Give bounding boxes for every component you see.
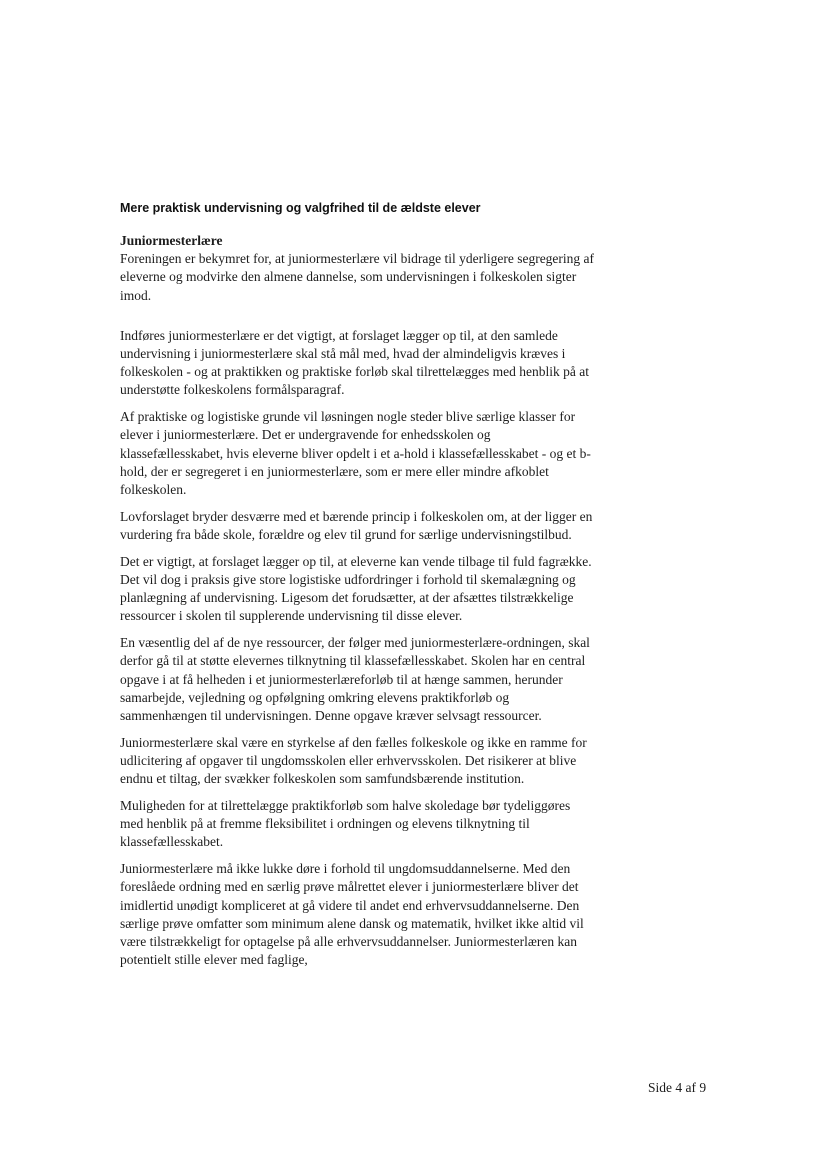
subsection-heading: Juniormesterlære xyxy=(120,233,223,248)
paragraph: Juniormesterlære må ikke lukke døre i forhold til ungdomsuddannelserne. Med den foreslåede ordning med en særlig prøve målrettet elever i juniormesterlære bliver det imidlertid unødigt kompliceret at gå videre til andet end erhvervsuddannelserne. Den særlige prøve omfatter som minimum alene dansk og matematik, hvilket ikke altid vil være tilstrækkeligt for optagelse på alle erhvervsuddannelser. Juniormesterlæren kan potentielt stille elever med faglige, xyxy=(120,861,584,968)
page-number: Side 4 af 9 xyxy=(648,1080,707,1095)
paragraph: Det er vigtigt, at forslaget lægger op til, at eleverne kan vende tilbage til fuld fagrække. Det vil dog i praksis give store logistiske udfordringer i forhold til skemalægning og planlægning af undervisning. Ligesom det forudsætter, at der afsættes tilstrækkelige ressourcer i skolen til supplerende undervisning til disse elever. xyxy=(120,553,592,624)
paragraph: Lovforslaget bryder desværre med et bærende princip i folkeskolen om, at der ligger en vurdering fra både skole, forældre og elev til grund for særlige undervisningstilbud. xyxy=(120,508,593,543)
paragraph: Foreningen er bekymret for, at juniormesterlære vil bidrage til yderligere segregering af eleverne og modvirke den almene dannelse, som undervisningen i folkeskolen sigter imod. xyxy=(120,251,595,303)
paragraph: Indføres juniormesterlære er det vigtigt, at forslaget lægger op til, at den samlede undervisning i juniormesterlære skal stå mål med, hvad der almindeligvis kræves i folkeskolen - og at praktikken og praktiske forløb skal tilrettelægges med henblik på at understøtte folkeskolens formålsparagraf. xyxy=(120,327,590,398)
paragraph: Af praktiske og logistiske grunde vil løsningen nogle steder blive særlige klasser for elever i juniormesterlære. Det er undergravende for enhedsskolen og klassefællesskabet, hvis eleverne bliver opdelt i et a-hold i klassefællesskabet - og et b-hold, der er segregeret i en juniormesterlære, som er mere eller mindre afkoblet folkeskolen. xyxy=(120,409,591,498)
document-body xyxy=(120,232,596,978)
paragraph: Muligheden for at tilrettelægge praktikforløb som halve skoledage bør tydeliggøres med henblik på at fremme fleksibilitet i ordningen og elevens tilknytning til klassefællesskabet. xyxy=(120,798,571,850)
paragraph: En væsentlig del af de nye ressourcer, der følger med juniormesterlære-ordningen, skal derfor gå til at støtte elevernes tilknytning til klassefællesskabet. Skolen har en central opgave i at få helheden i et juniormesterlæreforløb til at hænge sammen, herunder samarbejde, vejledning og opfølgning omkring elevens praktikforløb og sammenhængen til undervisningen. Denne opgave kræver selvsagt ressourcer. xyxy=(120,635,590,724)
paragraph: Juniormesterlære skal være en styrkelse af den fælles folkeskole og ikke en ramme for udlicitering af opgaver til ungdomsskolen eller erhvervsskolen. Det risikerer at blive endnu et tiltag, der svækker folkeskolen som samfundsbærende institution. xyxy=(120,734,587,787)
section-heading: Mere praktisk undervisning og valgfrihed til de ældste elever xyxy=(120,201,481,215)
